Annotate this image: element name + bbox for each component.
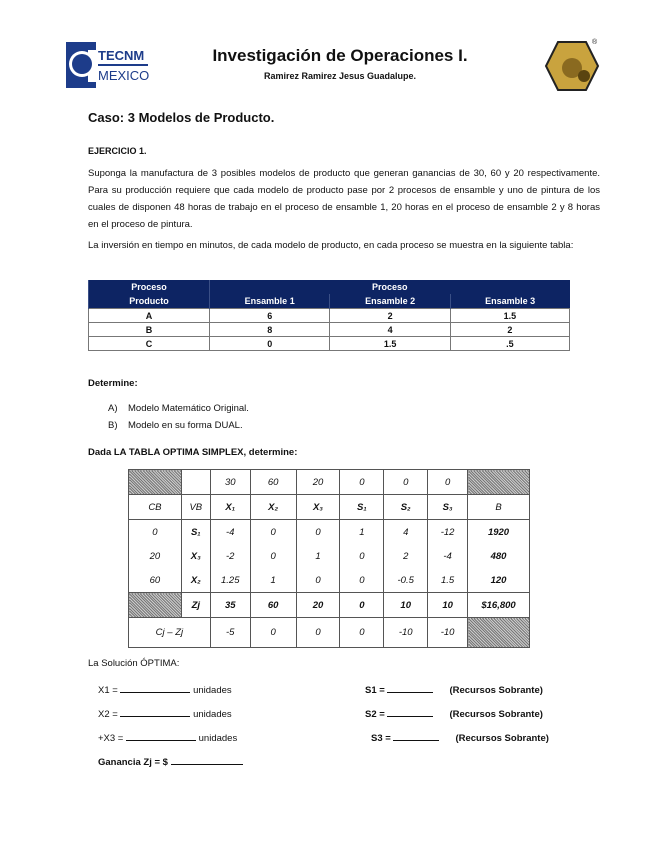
header-cell: Ensamble 2	[330, 294, 450, 309]
cell: -12	[428, 520, 468, 545]
table-row	[89, 309, 570, 323]
svg-text:MEXICO: MEXICO	[98, 68, 150, 83]
cell: S₃	[428, 495, 468, 520]
cell: 1.25	[210, 568, 250, 593]
zj-row	[129, 593, 530, 618]
slack-note: (Recursos Sobrante)	[449, 709, 543, 720]
cell: 0	[250, 520, 296, 545]
var-label: X1 =	[98, 685, 118, 696]
cell: 10	[384, 593, 428, 618]
unit-label: unidades	[193, 709, 232, 720]
cell: 2	[384, 544, 428, 568]
solution-label: La Solución ÓPTIMA:	[88, 658, 180, 669]
x1-blank[interactable]	[120, 683, 190, 693]
cell: 0	[296, 618, 340, 648]
cell: 1	[296, 544, 340, 568]
cell: 0	[340, 470, 384, 495]
cell: X₂	[250, 495, 296, 520]
hatched-cell	[468, 618, 530, 648]
cell: 0	[384, 470, 428, 495]
cell: 60	[250, 593, 296, 618]
cell: 0	[340, 544, 384, 568]
cell: 0	[340, 618, 384, 648]
unit-label: unidades	[193, 685, 232, 696]
cell: S₁	[340, 495, 384, 520]
cell: 1.5	[450, 309, 569, 323]
cell: 480	[468, 544, 530, 568]
cell: 0	[340, 593, 384, 618]
cell: S₁	[181, 520, 210, 545]
list-item	[108, 420, 243, 431]
institution-seal-logo	[544, 38, 600, 94]
list-text: Modelo en su forma DUAL.	[128, 420, 243, 431]
table-row	[129, 568, 530, 593]
table-intro: La inversión en tiempo en minutos, de cada modelo de producto, en cada proceso se muestra en la siguiente tabla:	[88, 240, 574, 251]
problem-statement: Suponga la manufactura de 3 posibles modelos de producto que generan ganancias de 30, 60 y 20 respectivamente. Para su producción requiere que cada modelo de producto pase por 2 procesos de ensamble y uno de pintura de los cuales de disponen 48 horas de trabajo en el proceso de ensamble 1, 20 horas en el proceso de ensamble 2 y 8 horas en el proceso de pintura.	[88, 168, 600, 230]
cell: 6	[210, 309, 330, 323]
cell: A	[89, 309, 210, 323]
slack-label: S2 =	[365, 709, 385, 720]
cell: 30	[210, 470, 250, 495]
cell: 1	[250, 568, 296, 593]
document-title: Investigación de Operaciones I.	[212, 46, 468, 65]
slack-label: S3 =	[371, 733, 391, 744]
var-label: +X3 =	[98, 733, 124, 744]
cell: -4	[428, 544, 468, 568]
cell: 0	[296, 568, 340, 593]
svg-text:®: ®	[592, 39, 598, 46]
cell: 8	[210, 323, 330, 337]
cell: 0	[250, 544, 296, 568]
cell: -4	[210, 520, 250, 545]
hatched-cell	[129, 470, 182, 495]
cell: -10	[428, 618, 468, 648]
cell: 0	[428, 470, 468, 495]
profit-label: Ganancia Zj = $	[98, 757, 168, 768]
cell: 20	[296, 593, 340, 618]
hatched-cell	[468, 470, 530, 495]
slack-label: S1 =	[365, 685, 385, 696]
cj-zj-row	[129, 618, 530, 648]
cell: VB	[181, 495, 210, 520]
list-key: B)	[108, 420, 118, 431]
header-row	[129, 495, 530, 520]
cell: -5	[210, 618, 250, 648]
cell: 0	[250, 618, 296, 648]
cell: C	[89, 337, 210, 351]
cell: .5	[450, 337, 569, 351]
var-label: X2 =	[98, 709, 118, 720]
cell: B	[89, 323, 210, 337]
s1-blank[interactable]	[387, 683, 433, 693]
tecnm-logo	[62, 38, 152, 90]
process-time-table	[88, 280, 570, 351]
cell: 20	[129, 544, 182, 568]
author-name: Ramirez Ramirez Jesus Guadalupe.	[263, 71, 417, 81]
cell: X₃	[181, 544, 210, 568]
hatched-cell	[129, 593, 182, 618]
header-cell: Ensamble 1	[210, 294, 330, 309]
profit-blank[interactable]	[171, 755, 243, 765]
s2-line	[365, 707, 543, 720]
cell: 4	[330, 323, 450, 337]
s3-line	[371, 731, 549, 744]
profit-line	[98, 755, 243, 768]
x2-line	[98, 707, 232, 720]
simplex-table	[128, 469, 530, 648]
x3-line	[98, 731, 237, 744]
cell: X₁	[210, 495, 250, 520]
cell: -0.5	[384, 568, 428, 593]
s1-line	[365, 683, 543, 696]
table-row	[89, 337, 570, 351]
s3-blank[interactable]	[393, 731, 439, 741]
unit-label: unidades	[198, 733, 238, 744]
cell: 0	[296, 520, 340, 545]
cell: 1	[340, 520, 384, 545]
table-row	[129, 520, 530, 545]
cell: 1.5	[330, 337, 450, 351]
cell: 0	[210, 337, 330, 351]
cell: S₂	[384, 495, 428, 520]
cell: CB	[129, 495, 182, 520]
cell: 1920	[468, 520, 530, 545]
cell: 60	[250, 470, 296, 495]
cell	[181, 470, 210, 495]
header-cell: Proceso	[210, 280, 570, 294]
cell: 10	[428, 593, 468, 618]
cell: 0	[129, 520, 182, 545]
header-cell: Producto	[89, 294, 210, 309]
cj-row	[129, 470, 530, 495]
slack-note: (Recursos Sobrante)	[449, 685, 543, 696]
cell: 20	[296, 470, 340, 495]
cell: 35	[210, 593, 250, 618]
determine-label: Determine:	[88, 378, 138, 389]
cell: -2	[210, 544, 250, 568]
cell: Zj	[181, 593, 210, 618]
cell: 1.5	[428, 568, 468, 593]
cell: 2	[450, 323, 569, 337]
svg-text:TECNM: TECNM	[98, 48, 145, 63]
cell: Cj – Zj	[129, 618, 211, 648]
cell: -10	[384, 618, 428, 648]
slack-note: (Recursos Sobrante)	[455, 733, 549, 744]
cell: 120	[468, 568, 530, 593]
x3-blank[interactable]	[126, 731, 196, 741]
header-cell: Proceso	[89, 280, 210, 294]
list-text: Modelo Matemático Original.	[128, 403, 249, 414]
cell: 4	[384, 520, 428, 545]
x2-blank[interactable]	[120, 707, 190, 717]
cell: X₂	[181, 568, 210, 593]
cell: 60	[129, 568, 182, 593]
exercise-label: EJERCICIO 1.	[88, 146, 147, 156]
table-row	[129, 544, 530, 568]
cell: B	[468, 495, 530, 520]
x1-line	[98, 683, 232, 696]
cell: $16,800	[468, 593, 530, 618]
list-key: A)	[108, 403, 118, 414]
table-row	[89, 323, 570, 337]
s2-blank[interactable]	[387, 707, 433, 717]
simplex-intro: Dada LA TABLA OPTIMA SIMPLEX, determine:	[88, 447, 298, 458]
case-title: Caso: 3 Modelos de Producto.	[88, 110, 275, 125]
cell: 0	[340, 568, 384, 593]
cell: X₃	[296, 495, 340, 520]
list-item	[108, 403, 249, 414]
cell: 2	[330, 309, 450, 323]
header-cell: Ensamble 3	[450, 294, 569, 309]
